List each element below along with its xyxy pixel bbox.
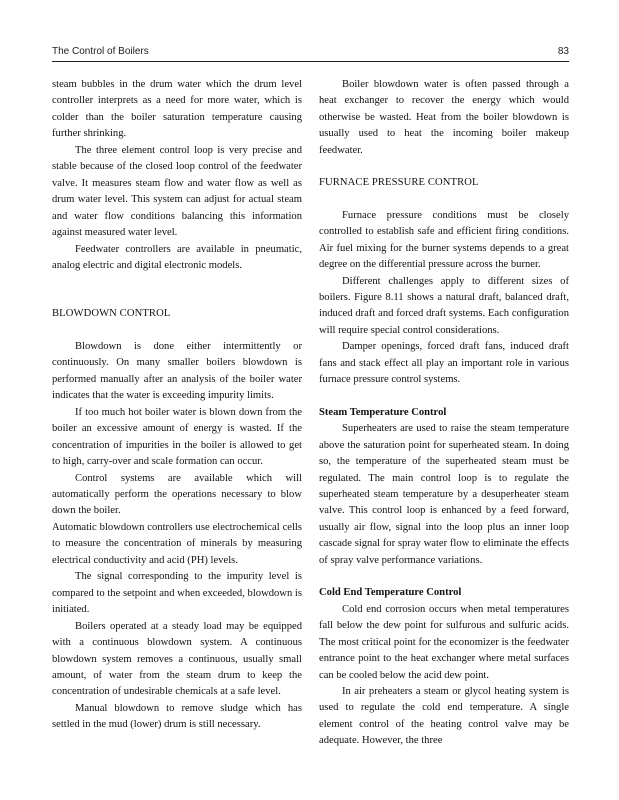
paragraph: Superheaters are used to raise the steam temperature above the saturation point for superheated steam. In doing so, the temperature of the superheated steam must be regulated. The main control loop is to regulate the superheated steam temperature by a desuperheater steam valve. This control loop is enhanced by a feed forward, usually air flow, signal into the loop plus an inner loop cascade signal for spray water flow to eliminate the effects of spray valve performance variations. — [319, 423, 569, 566]
spacer — [319, 389, 569, 405]
paragraph: Blowdown is done either intermittently or continuously. On many smaller boilers blowdown is performed manually after an analysis of the boiler water indicates that the water is exceeding impurity limits. — [52, 340, 302, 402]
spacer — [319, 569, 569, 585]
page-number: 83 — [557, 46, 569, 57]
running-header — [52, 44, 569, 60]
section-heading-blowdown: BLOWDOWN CONTROL — [52, 308, 171, 320]
paragraph: The signal corresponding to the impurity level is compared to the setpoint and when exceeded, blowdown is initiated. — [52, 571, 302, 616]
right-column — [319, 77, 569, 750]
paragraph: Manual blowdown to remove sludge which has settled in the mud (lower) drum is still necessary. — [52, 702, 302, 731]
spacer — [319, 192, 569, 208]
subheading-steam-temperature: Steam Temperature Control — [319, 406, 447, 418]
subheading-cold-end-temperature: Cold End Temperature Control — [319, 587, 462, 599]
paragraph: In air preheaters a steam or glycol heating system is used to regulate the cold end temperature. A single element control of the heating control valve may be adequate. However, the three — [319, 685, 569, 747]
header-rule — [52, 61, 569, 62]
paragraph: steam bubbles in the drum water which the drum level controller interprets as a need for more water, which is colder than the boiler saturation temperature causing further shrinking. — [52, 79, 302, 140]
running-title: The Control of Boilers — [52, 46, 149, 57]
paragraph: Boiler blowdown water is often passed through a heat exchanger to recover the energy which would otherwise be wasted. Heat from the boiler blowdown is usually used to heat the incoming boiler makeup feedwater. — [319, 79, 569, 156]
spacer — [52, 274, 302, 306]
paragraph: Damper openings, forced draft fans, induced draft fans and stack effect all play an important role in various furnace pressure control systems. — [319, 341, 569, 386]
paragraph: Cold end corrosion occurs when metal temperatures fall below the dew point for sulfurous and sulfuric acids. The most critical point for the economizer is the feedwater entrance point to the heat exchanger where metal surfaces can be cooled below the acid dew point. — [319, 603, 569, 681]
spacer — [319, 159, 569, 175]
paragraph: Automatic blowdown controllers use electrochemical cells to measure the concentration of minerals by measuring electrical conductivity and acid (PH) levels. — [52, 521, 302, 566]
section-heading-furnace: FURNACE PRESSURE CONTROL — [319, 177, 479, 189]
paragraph: If too much hot boiler water is blown down from the boiler an excessive amount of energy is wasted. If the concentration of impurities in the boiler is allowed to get to high, carry-over and scale formation can occur. — [52, 406, 302, 468]
paragraph: Control systems are available which will automatically perform the operations necessary to blow down the boiler. — [52, 472, 302, 517]
paragraph: The three element control loop is very precise and stable because of the closed loop control of the feedwater valve. It measures steam flow and water flow as well as drum water level. This system can adjust for actual steam and water flow conditions balancing this information against measured water level. — [52, 144, 302, 239]
paragraph: Feedwater controllers are available in pneumatic, analog electric and digital electronic models. — [52, 243, 302, 271]
spacer — [52, 323, 302, 339]
paragraph: Furnace pressure conditions must be closely controlled to establish safe and efficient firing conditions. Air fuel mixing for the burner systems depends to a great degree on the differential pressure across the burner. — [319, 209, 569, 271]
paragraph: Different challenges apply to different sizes of boilers. Figure 8.11 shows a natural draft, balanced draft, induced draft and forced draft systems. Each configuration will require special control considerations. — [319, 275, 569, 336]
left-column — [52, 77, 302, 734]
paragraph: Boilers operated at a steady load may be equipped with a continuous blowdown system. A continuous blowdown system removes a continuous, usually small amount, of water from the steam drum to keep the concentration of undesirable chemicals at a safe level. — [52, 620, 302, 698]
